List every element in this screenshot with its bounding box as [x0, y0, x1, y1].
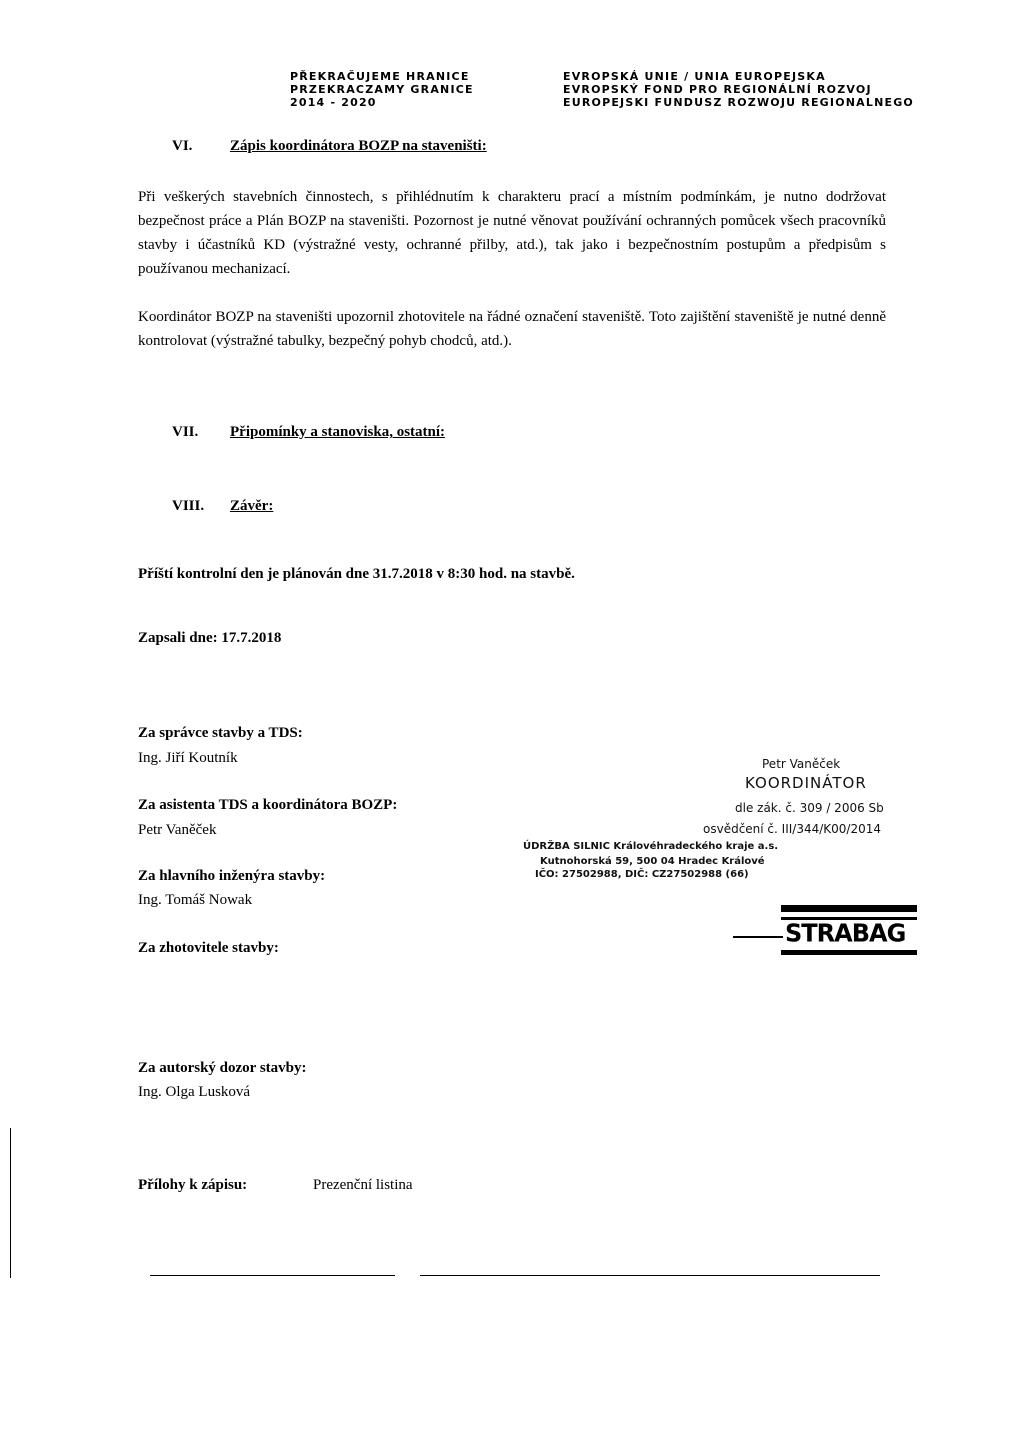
logo-bar-top	[781, 905, 917, 912]
signatory-name-assistant: Petr Vaněček	[138, 822, 217, 838]
programme-line-1: PŘEKRAČUJEME HRANICE	[290, 70, 470, 83]
signatory-role-supervisor: Za správce stavby a TDS:	[138, 725, 303, 741]
signatory-name-supervisor: Ing. Jiří Koutník	[138, 750, 238, 766]
strabag-logo	[733, 905, 918, 959]
attachments-label: Přílohy k zápisu:	[138, 1177, 248, 1193]
section-6-paragraph-2: Koordinátor BOZP na staveništi upozornil zhotovitele na řádné označení staveniště. Toto zajištění staveniště je nutné denně kontrolovat (výstražné tabulky, bezpečný pohyb chodců, atd.).	[138, 309, 886, 349]
signatory-role-contractor: Za zhotovitele stavby:	[138, 940, 279, 956]
recorded-date: Zapsali dne: 17.7.2018	[138, 630, 282, 646]
coordinator-stamp-title: KOORDINÁTOR	[745, 774, 867, 792]
left-margin-line	[10, 1128, 11, 1278]
coordinator-stamp-law: dle zák. č. 309 / 2006 Sb	[735, 801, 884, 815]
section-6-paragraph-1: Při veškerých stavebních činnostech, s přihlédnutím k charakteru prací a místním podmínkám, je nutno dodržovat bezpečnost práce a Plán BOZP na staveništi. Pozornost je nutné věnovat používání ochranných pomůcek všech pracovníků stavby i účastníků KD (výstražné vesty, ochranné přilby, atd.), tak jako i bezpečnostním postupům a předpisům s používanou mechanizací.	[138, 189, 886, 277]
next-control-day: Příští kontrolní den je plánován dne 31.7.2018 v 8:30 hod. na stavbě.	[138, 566, 575, 582]
eu-line-3: EUROPEJSKI FUNDUSZ ROZWOJU REGIONALNEGO	[563, 96, 914, 109]
company-stamp-line-1: ÚDRŽBA SILNIC Královéhradeckého kraje a.s.	[523, 841, 779, 852]
attachments-value: Prezenční listina	[313, 1177, 413, 1193]
coordinator-stamp-name: Petr Vaněček	[762, 757, 841, 771]
programme-line-3: 2014 - 2020	[290, 96, 377, 109]
company-stamp-line-2: Kutnohorská 59, 500 04 Hradec Králové	[540, 856, 765, 867]
company-stamp-line-3: IČO: 27502988, DIČ: CZ27502988 (66)	[535, 869, 749, 880]
coordinator-stamp-certificate: osvědčení č. III/344/K00/2014	[703, 822, 881, 836]
section-8-title: Závěr:	[230, 498, 274, 514]
strabag-logo-text: STRABAG	[785, 918, 906, 948]
footer-rule-left	[150, 1275, 395, 1276]
signatory-role-author-supervision: Za autorský dozor stavby:	[138, 1060, 307, 1076]
programme-line-2: PRZEKRACZAMY GRANICE	[290, 83, 474, 96]
eu-line-1: EVROPSKÁ UNIE / UNIA EUROPEJSKA	[563, 70, 826, 83]
signatory-role-assistant: Za asistenta TDS a koordinátora BOZP:	[138, 797, 398, 813]
eu-line-2: EVROPSKÝ FOND PRO REGIONÁLNÍ ROZVOJ	[563, 83, 872, 96]
footer-rule-right	[420, 1275, 880, 1276]
section-7-number: VII.	[172, 424, 199, 440]
signatory-role-chief-engineer: Za hlavního inženýra stavby:	[138, 868, 326, 884]
section-6-title: Zápis koordinátora BOZP na staveništi:	[230, 138, 487, 154]
section-6-number: VI.	[172, 138, 193, 154]
eu-header	[563, 70, 914, 109]
signatory-name-author-supervision: Ing. Olga Lusková	[138, 1084, 251, 1100]
logo-dash-left	[733, 936, 783, 938]
signatory-name-chief-engineer: Ing. Tomáš Nowak	[138, 892, 253, 908]
section-8-number: VIII.	[172, 498, 205, 514]
programme-header	[290, 70, 474, 109]
logo-bar-lower	[781, 950, 917, 955]
section-7-title: Připomínky a stanoviska, ostatní:	[230, 424, 446, 440]
